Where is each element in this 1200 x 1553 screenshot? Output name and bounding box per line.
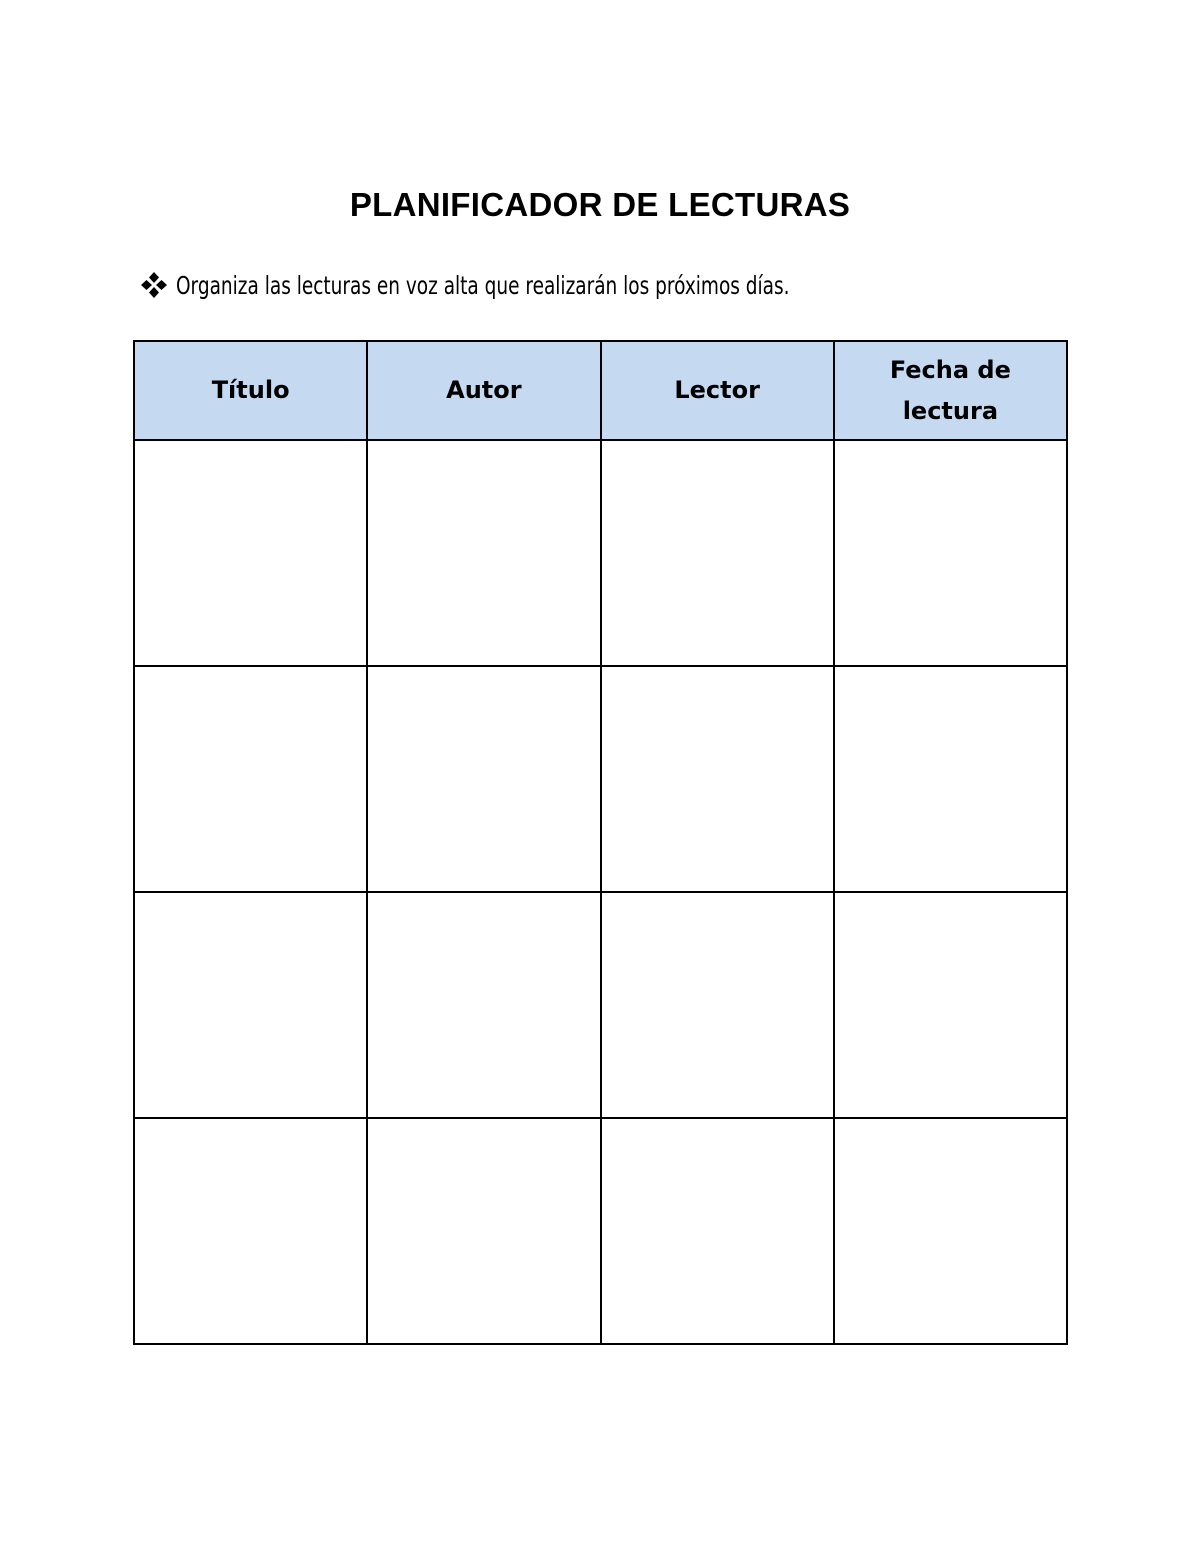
column-header-fecha-de-lectura [834,341,1067,440]
table-cell-fecha[interactable] [834,1118,1067,1344]
column-header-titulo [134,341,367,440]
table-cell-lector[interactable] [601,1118,834,1344]
table-cell-autor[interactable] [367,440,600,666]
four-diamond-bullet-icon [140,271,168,299]
column-header-autor [367,341,600,440]
table-row [134,892,1067,1118]
table-cell-autor[interactable] [367,892,600,1118]
column-header-label: Fecha de lectura [889,355,1011,425]
table-cell-lector[interactable] [601,666,834,892]
table-cell-fecha[interactable] [834,892,1067,1118]
table-cell-titulo[interactable] [134,892,367,1118]
table-cell-fecha[interactable] [834,666,1067,892]
table-cell-titulo[interactable] [134,1118,367,1344]
column-header-label: Autor [446,376,522,404]
table-cell-autor[interactable] [367,1118,600,1344]
column-header-label: Título [211,376,290,404]
table-cell-titulo[interactable] [134,666,367,892]
table-cell-titulo[interactable] [134,440,367,666]
table-header-row [134,341,1067,440]
instruction-text: Organiza las lecturas en voz alta que realizarán los próximos días. [176,270,790,300]
column-header-label: Lector [674,376,760,404]
table-cell-lector[interactable] [601,892,834,1118]
instruction-line [140,264,1005,306]
column-header-lector [601,341,834,440]
table-row [134,666,1067,892]
table-row [134,1118,1067,1344]
reading-planner-table [133,340,1068,1345]
table-cell-lector[interactable] [601,440,834,666]
table-cell-autor[interactable] [367,666,600,892]
table-cell-fecha[interactable] [834,440,1067,666]
table-row [134,440,1067,666]
page-title: PLANIFICADOR DE LECTURAS [349,186,851,223]
